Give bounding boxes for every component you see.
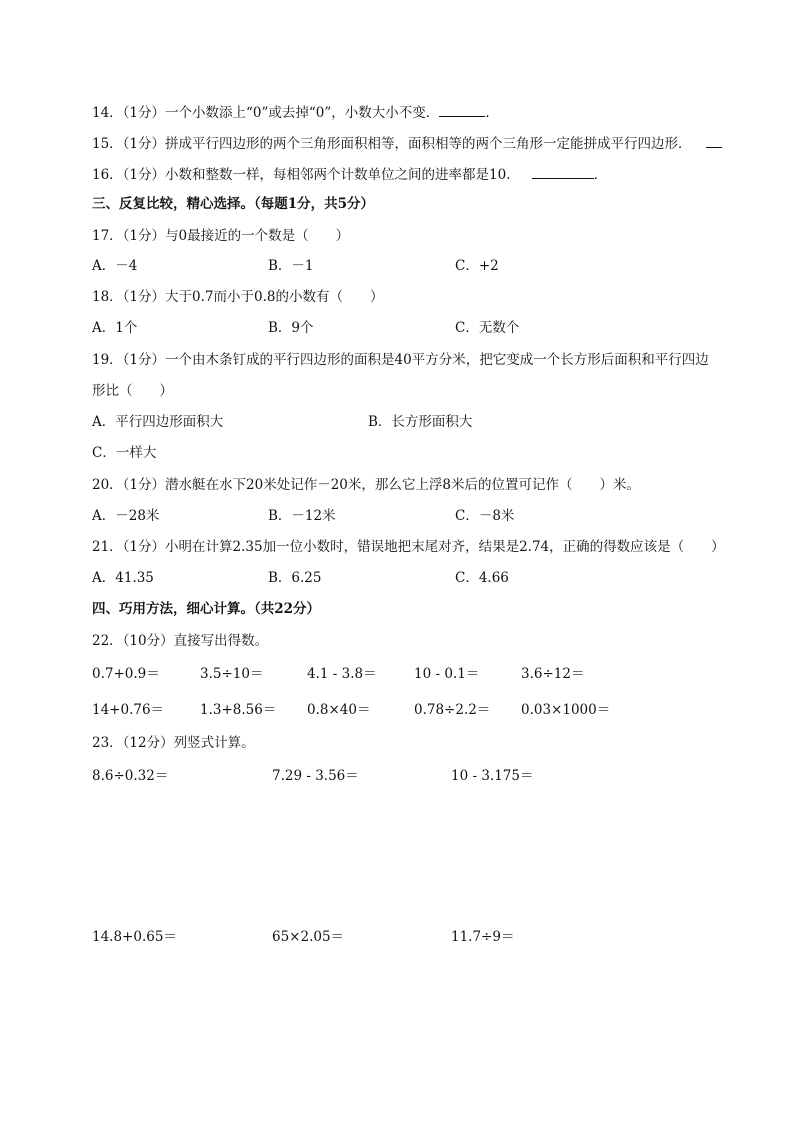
- question-22-stem: 22．（10分）直接写出得数。: [92, 633, 269, 649]
- vertical-calc-item: 10 - 3.175＝: [451, 768, 534, 784]
- question-19-option-c[interactable]: C．一样大: [92, 445, 157, 461]
- question-20-option-c[interactable]: C．－8米: [455, 508, 515, 524]
- vertical-calc-item: 7.29 - 3.56＝: [272, 768, 359, 784]
- question-20-option-b[interactable]: B．－12米: [268, 508, 336, 524]
- question-23-stem: 23．（12分）列竖式计算。: [92, 735, 255, 751]
- answer-blank[interactable]: [532, 165, 594, 179]
- section-3-title: 三、反复比较，精心选择。（每题1分，共5分）: [92, 196, 375, 212]
- question-20-stem: 20．（1分）潜水艇在水下20米处记作－20米，那么它上浮8米后的位置可记作（ ）米。: [92, 477, 640, 493]
- question-21-stem: 21．（1分）小明在计算2.35加一位小数时，错误地把末尾对齐，结果是2.74，正确的得数应该是（ ）: [92, 539, 725, 555]
- question-19-option-b[interactable]: B．长方形面积大: [368, 414, 473, 430]
- calc-item: 0.8×40＝: [307, 702, 371, 718]
- question-16: 16．（1分）小数和整数一样，每相邻两个计数单位之间的进率都是10． ．: [92, 167, 608, 183]
- calc-item: 0.78÷2.2＝: [414, 702, 491, 718]
- answer-blank[interactable]: [706, 134, 722, 148]
- section-4-title: 四、巧用方法，细心计算。（共22分）: [92, 601, 321, 617]
- calc-item: 0.03×1000＝: [521, 702, 611, 718]
- question-17-option-c[interactable]: C．+2: [455, 258, 499, 274]
- question-17-option-b[interactable]: B．－1: [268, 258, 314, 274]
- calc-item: 3.6÷12＝: [521, 666, 585, 682]
- question-18-option-a[interactable]: A．1个: [92, 320, 138, 336]
- calc-item: 4.1 - 3.8＝: [307, 666, 377, 682]
- question-17-stem: 17．（1分）与0最接近的一个数是（ ）: [92, 228, 350, 244]
- calc-item: 14+0.76＝: [92, 702, 165, 718]
- question-19-stem: 19．（1分）一个由木条钉成的平行四边形的面积是40平方分米，把它变成一个长方形后面积和平行四边: [92, 352, 709, 368]
- calc-item: 0.7+0.9＝: [92, 666, 160, 682]
- question-21-option-b[interactable]: B．6.25: [268, 570, 322, 586]
- question-14: 14．（1分）一个小数添上“0”或去掉“0”，小数大小不变． ．: [92, 105, 499, 121]
- question-20-option-a[interactable]: A．－28米: [92, 508, 160, 524]
- question-19-stem-cont: 形比（ ）: [92, 383, 173, 399]
- answer-blank[interactable]: [439, 103, 485, 117]
- calc-item: 10 - 0.1＝: [414, 666, 480, 682]
- calc-item: 1.3+8.56＝: [200, 702, 277, 718]
- question-21-option-c[interactable]: C．4.66: [455, 570, 509, 586]
- calc-item: 3.5÷10＝: [200, 666, 264, 682]
- vertical-calc-item: 8.6÷0.32＝: [92, 768, 169, 784]
- question-18-option-b[interactable]: B．9个: [268, 320, 314, 336]
- question-18-option-c[interactable]: C．无数个: [455, 320, 520, 336]
- question-21-option-a[interactable]: A．41.35: [92, 570, 154, 586]
- question-15: 15．（1分）拼成平行四边形的两个三角形面积相等，面积相等的两个三角形一定能拼成平行四边形．: [92, 134, 722, 153]
- question-18-stem: 18．（1分）大于0.7而小于0.8的小数有（ ）: [92, 289, 384, 305]
- question-19-option-a[interactable]: A．平行四边形面积大: [92, 414, 224, 430]
- question-17-option-a[interactable]: A．－4: [92, 258, 138, 274]
- vertical-calc-item: 65×2.05＝: [272, 929, 345, 945]
- vertical-calc-item: 14.8+0.65＝: [92, 929, 177, 945]
- vertical-calc-item: 11.7÷9＝: [451, 929, 515, 945]
